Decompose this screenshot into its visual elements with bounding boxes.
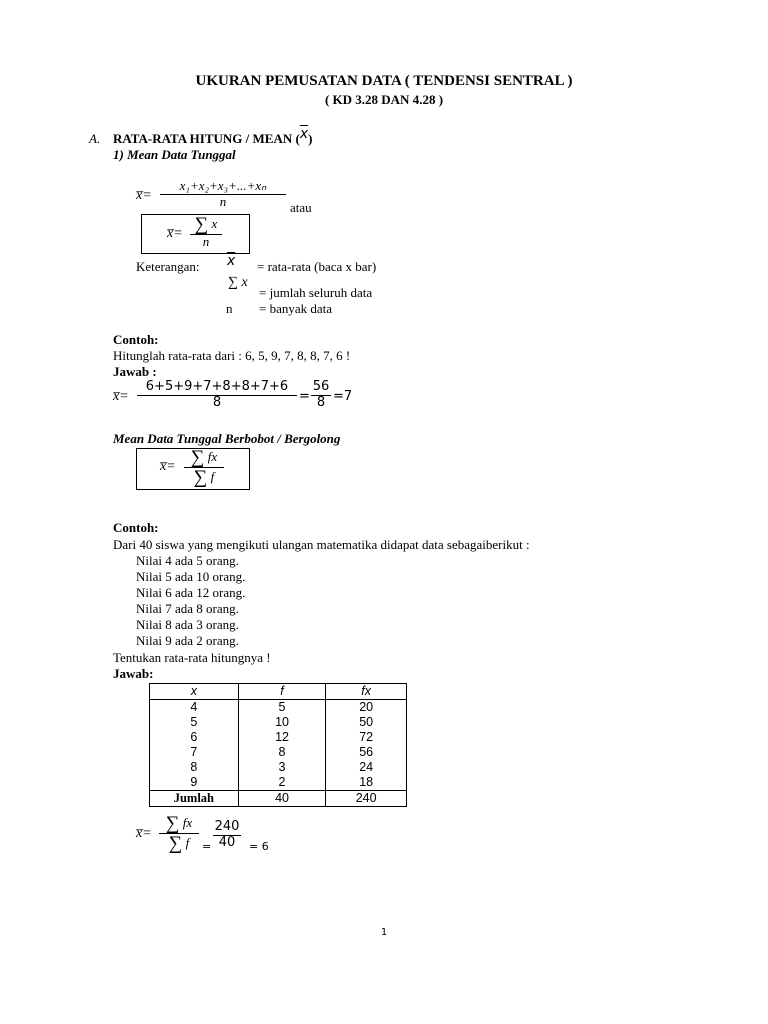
formula2-lhs: x̅=	[167, 226, 183, 241]
section-heading-prefix: RATA-RATA HITUNG / MEAN (	[113, 131, 300, 146]
table-cell: 24	[326, 760, 407, 775]
sigma-icon: ∑	[190, 447, 205, 468]
table-row	[150, 730, 407, 745]
table-cell: 12	[238, 730, 326, 745]
contoh1-denominator2: 8	[316, 394, 326, 410]
contoh2-intro: Dari 40 siswa yang mengikuti ulangan matematika didapat data sebagaiberikut :	[113, 537, 530, 552]
frequency-table	[149, 683, 407, 807]
sigma-icon: ∑	[168, 833, 183, 854]
header-f: f	[238, 684, 326, 700]
final-denominator: f	[185, 835, 190, 850]
contoh1-fraction	[137, 380, 297, 411]
keterangan-desc-n: = banyak data	[259, 301, 333, 316]
contoh1-numerator2: 56	[312, 379, 330, 394]
formula2-fraction	[190, 215, 222, 250]
formula1-lhs: x̅=	[136, 188, 152, 203]
sigma-icon: ∑	[194, 214, 209, 235]
list-item: Nilai 6 ada 12 orang.	[136, 585, 246, 600]
weighted-heading: Mean Data Tunggal Berbobot / Bergolong	[113, 431, 341, 446]
table-cell: 4	[150, 700, 239, 716]
contoh1-fraction2	[311, 380, 331, 411]
contoh1-numerator: 6+5+9+7+8+8+7+6	[145, 379, 289, 394]
keterangan-label: Keterangan:	[136, 259, 200, 274]
contoh1-label: Contoh:	[113, 332, 159, 347]
formula1-numerator: x₁+x₂+x₃+...+xₙ	[179, 178, 267, 193]
table-cell: 56	[326, 745, 407, 760]
table-total-row	[150, 791, 407, 807]
header-x: x	[150, 684, 239, 700]
page-subtitle: ( KD 3.28 DAN 4.28 )	[324, 92, 444, 107]
table-row	[150, 700, 407, 716]
table-cell: 72	[326, 730, 407, 745]
formula1-fraction	[160, 179, 286, 210]
formula2-denominator: n	[202, 234, 210, 249]
contoh2-jawab: Jawab:	[113, 666, 154, 681]
xbar-symbol: $\overline{x}$	[299, 126, 309, 142]
contoh1-question: Hitunglah rata-rata dari : 6, 5, 9, 7, 8, 8, 7, 6 !	[113, 348, 351, 363]
formula1-denominator: n	[219, 193, 227, 209]
table-header-row	[150, 684, 407, 700]
keterangan-desc-sigma-x: = jumlah seluruh data	[259, 285, 373, 300]
contoh1-result: =7	[333, 389, 353, 404]
table-cell: 18	[326, 775, 407, 791]
contoh2-label: Contoh:	[113, 520, 159, 535]
table-cell: 20	[326, 700, 407, 716]
table-row	[150, 745, 407, 760]
list-item: Nilai 9 ada 2 orang.	[136, 633, 239, 648]
final-denominator2: 40	[218, 834, 236, 850]
keterangan-desc-xbar: = rata-rata (baca x bar)	[257, 259, 377, 274]
contoh1-lhs: x̅=	[113, 389, 129, 404]
sigma-icon: ∑	[193, 467, 208, 488]
table-cell: 6	[150, 730, 239, 745]
subsection-heading: 1) Mean Data Tunggal	[113, 147, 236, 162]
table-cell: 8	[238, 745, 326, 760]
table-cell: 9	[150, 775, 239, 791]
contoh2-question: Tentukan rata-rata hitungnya !	[113, 650, 271, 665]
atau-text: atau	[290, 200, 312, 215]
list-item: Nilai 7 ada 8 orang.	[136, 601, 239, 616]
final-lhs: x̅=	[136, 826, 152, 841]
keterangan-symbol-n: n	[226, 301, 233, 316]
table-cell: 8	[150, 760, 239, 775]
contoh1-equals: =	[299, 389, 310, 404]
weighted-lhs: x̅=	[160, 459, 176, 474]
total-label: Jumlah	[150, 791, 239, 807]
final-numerator2: 240	[214, 819, 240, 834]
weighted-denominator: f	[210, 469, 215, 484]
list-item: Nilai 5 ada 10 orang.	[136, 569, 246, 584]
keterangan-symbol-xbar: $\overline{x}$	[227, 253, 236, 269]
table-cell: 5	[150, 715, 239, 730]
table-cell: 3	[238, 760, 326, 775]
total-f: 40	[238, 791, 326, 807]
list-item: Nilai 8 ada 3 orang.	[136, 617, 239, 632]
section-heading-suffix: )	[308, 131, 313, 146]
final-fraction2	[213, 820, 241, 851]
list-item: Nilai 4 ada 5 orang.	[136, 553, 239, 568]
final-equals-1: =	[202, 840, 212, 853]
weighted-numerator: fx	[207, 449, 218, 464]
header-fx: fx	[326, 684, 407, 700]
page-number: 1	[380, 927, 388, 938]
table-cell: 5	[238, 700, 326, 716]
weighted-fraction	[184, 448, 224, 487]
page-title: UKURAN PEMUSATAN DATA ( TENDENSI SENTRAL )	[195, 73, 573, 89]
table-cell: 10	[238, 715, 326, 730]
table-row	[150, 760, 407, 775]
table-row	[150, 775, 407, 791]
section-letter: A.	[89, 131, 101, 146]
table-cell: 2	[238, 775, 326, 791]
final-numerator: fx	[182, 815, 193, 830]
keterangan-symbol-sigma-x: ∑ x	[228, 275, 248, 290]
table-row	[150, 715, 407, 730]
final-fraction	[159, 814, 199, 853]
table-cell: 7	[150, 745, 239, 760]
total-fx: 240	[326, 791, 407, 807]
section-heading	[113, 126, 313, 147]
contoh1-denominator: 8	[212, 394, 222, 410]
table-cell: 50	[326, 715, 407, 730]
sigma-icon: ∑	[165, 813, 180, 834]
final-result: = 6	[249, 840, 269, 853]
formula2-numerator: x	[211, 216, 218, 231]
contoh1-jawab: Jawab :	[113, 364, 157, 379]
